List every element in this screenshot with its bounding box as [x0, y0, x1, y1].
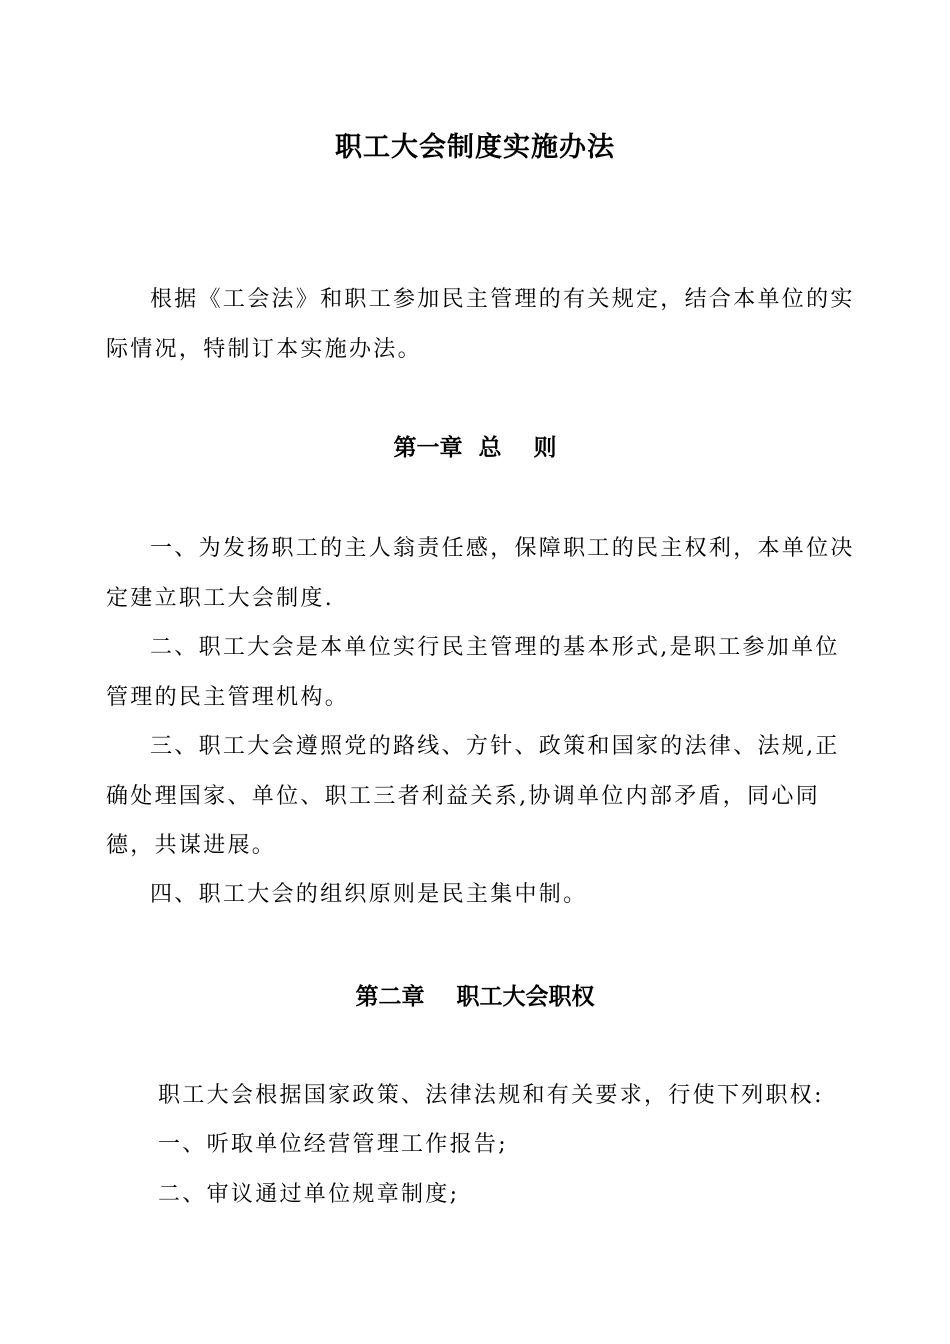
chapter-1-paragraph-4: 四、职工大会的组织原则是民主集中制。 [150, 882, 588, 907]
intro-paragraph: 根据《工会法》和职工参加民主管理的有关规定，结合本单位的实际情况，特制订本实施办法。 [106, 287, 855, 362]
chapter-2-heading: 第二章 职工大会职权 [355, 984, 595, 1010]
chapter-2-line-1: 职工大会根据国家政策、法律法规和有关要求，行使下列职权: [158, 1083, 824, 1108]
chapter-2-line-2: 一、听取单位经营管理工作报告; [158, 1132, 508, 1157]
document-title: 职工大会制度实施办法 [335, 132, 615, 163]
chapter-1-heading: 第一章 总 则 [393, 435, 557, 461]
chapter-1-paragraph-2: 二、职工大会是本单位实行民主管理的基本形式,是职工参加单位管理的民主管理机构。 [106, 635, 840, 710]
chapter-1-paragraph-3: 三、职工大会遵照党的路线、方针、政策和国家的法律、法规,正确处理国家、单位、职工三者利益关系,协调单位内部矛盾，同心同德，共谋进展。 [106, 734, 840, 858]
chapter-2-line-3: 二、审议通过单位规章制度; [158, 1182, 460, 1207]
chapter-1-paragraph-1: 一、为发扬职工的主人翁责任感，保障职工的民主权利，本单位决定建立职工大会制度. [106, 536, 855, 611]
